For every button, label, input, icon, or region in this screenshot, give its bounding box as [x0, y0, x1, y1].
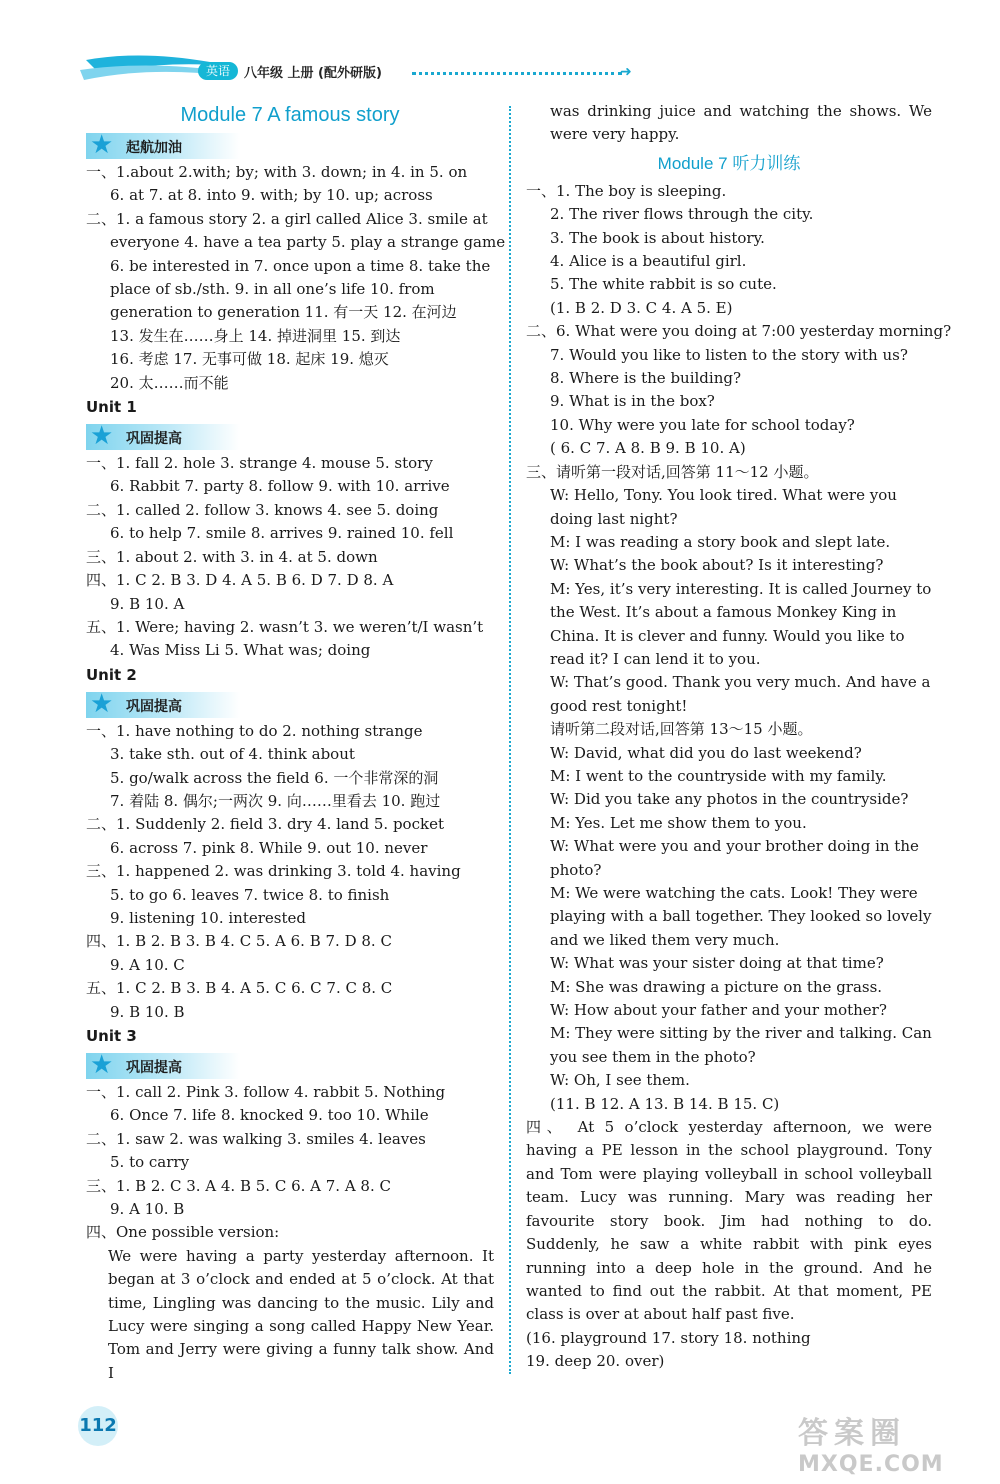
answer-line: 20. 太……而不能 — [110, 373, 229, 392]
answer-line: 6. to help 7. smile 8. arrives 9. rained 10. fell — [110, 524, 454, 543]
answer-line: 5. to go 6. leaves 7. twice 8. to finish — [110, 885, 390, 904]
answer-line: 一、1. fall 2. hole 3. strange 4. mouse 5. story — [86, 454, 433, 473]
dialogue-line: M: We were watching the cats. Look! They were playing with a ball together. They looked so lovely and we liked them very much. — [550, 884, 932, 949]
answer-line: 5. go/walk across the field 6. 一个非常深的洞 — [110, 768, 439, 787]
answer-line: 6. be interested in 7. once upon a time 8. take the — [110, 256, 491, 275]
unit-title: Unit 2 — [86, 665, 137, 684]
unit-title: Unit 3 — [86, 1027, 137, 1045]
answer-line: 7. Would you like to listen to the story with us? — [550, 345, 908, 364]
arrow-right-icon: ➜ — [620, 64, 632, 80]
answer-line: 五、1. C 2. B 3. B 4. A 5. C 6. C 7. C 8. C — [86, 979, 393, 998]
column-divider — [509, 106, 511, 1374]
page-number: 112 — [78, 1406, 118, 1446]
answer-line: 三、1. about 2. with 3. in 4. at 5. down — [86, 547, 378, 566]
answer-line: 7. 着陆 8. 偶尔;一两次 9. 向……里看去 10. 跑过 — [110, 791, 441, 810]
dialogue-line: M: They were sitting by the river and talking. Can you see them in the photo? — [550, 1024, 932, 1066]
answer-line: 19. deep 20. over) — [526, 1352, 665, 1371]
dialogue-line: W: How about your father and your mother? — [550, 1001, 887, 1020]
answer-line: (11. B 12. A 13. B 14. B 15. C) — [550, 1094, 780, 1113]
answer-line: 一、1. The boy is sleeping. — [526, 181, 727, 200]
answer-line: 2. The river flows through the city. — [550, 205, 814, 224]
dialogue-line: W: Hello, Tony. You look tired. What were you doing last night? — [550, 486, 897, 528]
dialogue-line: M: I went to the countryside with my family. — [550, 766, 887, 785]
answer-line: generation to generation 11. 有一天 12. 在河边 — [110, 303, 457, 322]
answer-line: (1. B 2. D 3. C 4. A 5. E) — [550, 298, 733, 317]
answer-line: 3. take sth. out of 4. think about — [110, 745, 355, 764]
section-banner — [86, 688, 240, 719]
answer-line: 二、1. saw 2. was walking 3. smiles 4. leaves — [86, 1129, 426, 1148]
answer-line: 四、One possible version: — [86, 1223, 280, 1242]
passage-paragraph — [526, 1116, 932, 1327]
passage-text: At 5 o’clock yesterday afternoon, we were having a PE lesson in the school playground. Tony and Tom were playing volleyball in school volleyball team. Lucy was running. Mary was reading her favourite story book. Jim had nothing to do. Suddenly, he saw a white rabbit with pink eyes running into a deep hole in the ground. And he wanted to find out the rabbit. At that moment, PE class is over at about half past five. — [526, 1118, 932, 1324]
answer-line: 二、1. called 2. follow 3. knows 4. see 5. doing — [86, 500, 439, 519]
answer-line: 9. B 10. B — [110, 1002, 185, 1021]
essay-paragraph: We were having a party yesterday afternoon. It began at 3 o’clock and ended at 5 o’clock. At that time, Lingling was dancing to the music. Lily and Lucy were singing a song called Happy New Year. Tom and Jerry were giving a funny talk show. And I — [108, 1246, 494, 1382]
answer-line: 5. to carry — [110, 1153, 190, 1172]
answer-line: 4. Was Miss Li 5. What was; doing — [110, 641, 371, 660]
answer-line: 三、1. B 2. C 3. A 4. B 5. C 6. A 7. A 8. C — [86, 1176, 391, 1195]
answer-line: 6. Rabbit 7. party 8. follow 9. with 10. arrive — [110, 477, 450, 496]
essay-continuation: was drinking juice and watching the shows. We were very happy. — [550, 102, 932, 144]
answer-line: 9. What is in the box? — [550, 392, 715, 411]
banner-label: 巩固提高 — [126, 431, 182, 448]
star-icon: ★ — [90, 688, 114, 719]
answer-line: 6. at 7. at 8. into 9. with; by 10. up; across — [110, 186, 433, 205]
subject-badge: 英语 — [198, 62, 238, 80]
banner-label: 巩固提高 — [126, 698, 182, 715]
section-banner — [86, 421, 240, 452]
star-icon: ★ — [90, 421, 114, 452]
header-dotted-line — [412, 72, 622, 75]
left-column — [86, 100, 506, 1385]
answer-line: 5. The white rabbit is so cute. — [550, 275, 777, 294]
answer-line: 二、1. Suddenly 2. field 3. dry 4. land 5. pocket — [86, 815, 444, 834]
answer-line: 五、1. Were; having 2. wasn’t 3. we weren’t/I wasn’t — [86, 617, 484, 636]
answer-line: 6. Once 7. life 8. knocked 9. too 10. While — [110, 1106, 429, 1125]
section-number: 四、 — [526, 1118, 568, 1137]
right-column — [526, 100, 952, 1374]
answer-line: 4. Alice is a beautiful girl. — [550, 252, 747, 271]
dialogue-line: M: She was drawing a picture on the grass. — [550, 977, 883, 996]
answer-line: 9. B 10. A — [110, 594, 185, 613]
watermark-cn: 答案圈 — [798, 1416, 906, 1451]
answer-line: (16. playground 17. story 18. nothing — [526, 1328, 811, 1347]
module-title: Module 7 A famous story — [180, 104, 400, 126]
answer-line: place of sb./sth. 9. in all one’s life 10. from — [110, 280, 435, 299]
answer-line: 8. Where is the building? — [550, 369, 742, 388]
answer-line: 三、1. happened 2. was drinking 3. told 4. having — [86, 862, 461, 881]
answer-line: 二、6. What were you doing at 7:00 yesterday morning? — [526, 322, 952, 341]
answer-line: 9. A 10. B — [110, 1200, 185, 1219]
watermark-en: MXQE.COM — [798, 1452, 944, 1477]
answer-line: 3. The book is about history. — [550, 228, 765, 247]
answer-line: 9. listening 10. interested — [110, 908, 307, 927]
section-banner — [86, 130, 240, 160]
answer-line: 9. A 10. C — [110, 955, 185, 974]
answer-line: 6. across 7. pink 8. While 9. out 10. never — [110, 838, 428, 857]
answer-line: ( 6. C 7. A 8. B 9. B 10. A) — [550, 439, 746, 458]
answer-line: 一、1.about 2.with; by; with 3. down; in 4. in 5. on — [86, 163, 468, 181]
dialogue-line: W: What’s the book about? Is it interesting? — [550, 556, 884, 575]
star-icon: ★ — [90, 130, 114, 160]
dialogue-line: M: Yes, it’s very interesting. It is called Journey to the West. It’s about a famous Monkey King in China. It is clever and funny. Would you like to read it? I can lend it to you. — [550, 579, 932, 668]
dialogue-line: W: Did you take any photos in the countryside? — [550, 790, 909, 809]
answer-line: 一、1. call 2. Pink 3. follow 4. rabbit 5. Nothing — [86, 1083, 446, 1101]
watermark-logo — [798, 1408, 978, 1480]
unit-title: Unit 1 — [86, 398, 137, 417]
banner-label: 起航加油 — [126, 140, 182, 156]
star-icon: ★ — [90, 1050, 114, 1080]
dialogue-line: W: What were you and your brother doing in the photo? — [550, 837, 919, 879]
dialogue-line: M: Yes. Let me show them to you. — [550, 813, 807, 832]
answer-line: 四、1. C 2. B 3. D 4. A 5. B 6. D 7. D 8. A — [86, 571, 394, 590]
answer-line: 10. Why were you late for school today? — [550, 415, 855, 434]
section-instruction: 请听第二段对话,回答第 13～15 小题。 — [550, 720, 813, 739]
answer-line: 一、1. have nothing to do 2. nothing strange — [86, 721, 423, 740]
answer-line: 四、1. B 2. B 3. B 4. C 5. A 6. B 7. D 8. C — [86, 932, 392, 951]
section-instruction: 三、请听第一段对话,回答第 11～12 小题。 — [526, 462, 819, 481]
dialogue-line: W: That’s good. Thank you very much. And have a good rest tonight! — [550, 673, 931, 715]
answer-line: 二、1. a famous story 2. a girl called Alice 3. smile at — [86, 209, 488, 228]
dialogue-line: W: What was your sister doing at that time? — [550, 954, 884, 973]
section-banner — [86, 1050, 240, 1080]
answer-line: everyone 4. have a tea party 5. play a strange game — [110, 233, 506, 252]
dialogue-line: W: David, what did you do last weekend? — [550, 743, 862, 762]
dialogue-line: M: I was reading a story book and slept late. — [550, 532, 891, 551]
answer-line: 16. 考虑 17. 无事可做 18. 起床 19. 熄灭 — [110, 350, 389, 369]
listening-module-title: Module 7 听力训练 — [657, 153, 801, 173]
page-header — [80, 52, 660, 88]
answer-line: 13. 发生在……身上 14. 掉进洞里 15. 到达 — [110, 326, 401, 345]
book-title: 八年级 上册 (配外研版) — [244, 66, 382, 81]
dialogue-line: W: Oh, I see them. — [550, 1071, 690, 1090]
banner-label: 巩固提高 — [126, 1060, 182, 1076]
